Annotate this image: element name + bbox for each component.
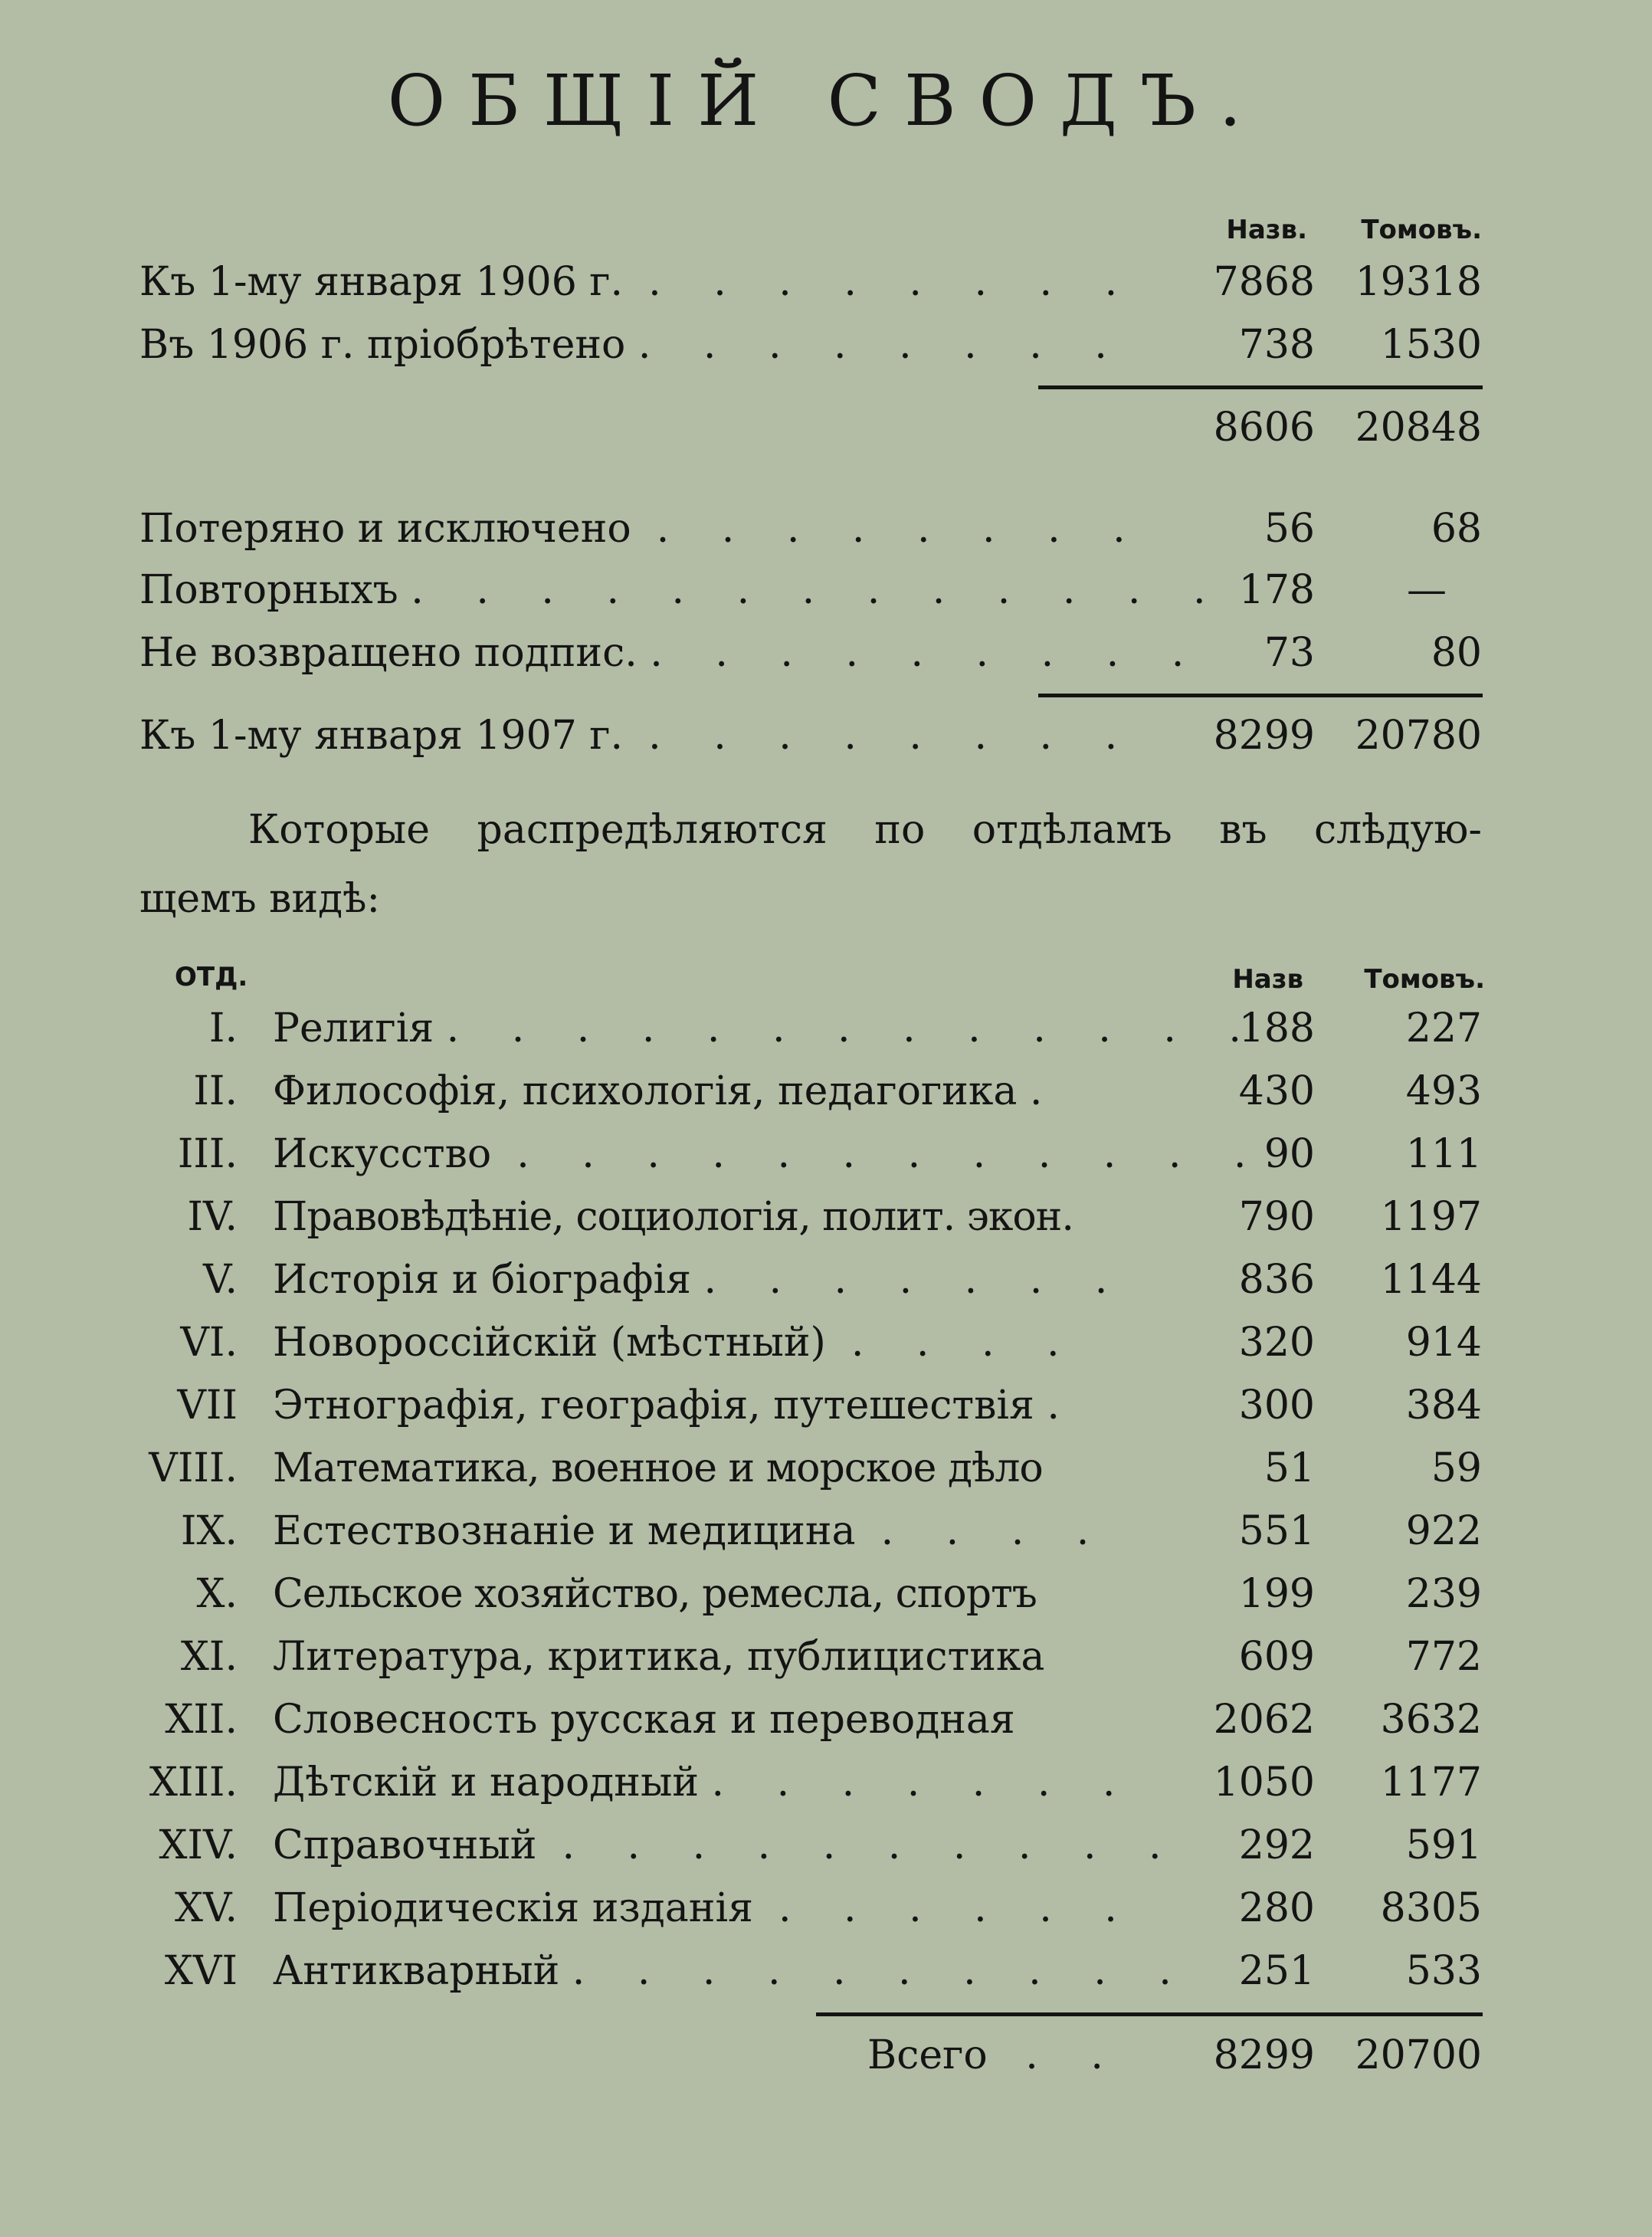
leader-dots: . . . . (880, 1508, 1110, 1554)
dept-label: Искусство (273, 1131, 492, 1177)
intro-line-2: щемъ видѣ: (139, 876, 381, 922)
page-title: ОБЩІЙ СВОДЪ. (387, 60, 1265, 142)
leader-dots: . . . . . . . . . . . . (516, 1131, 1267, 1177)
leader-dots: . . . . . . . . . . (562, 1822, 1182, 1868)
names-grand-total: 8299 (1213, 2032, 1315, 2078)
summary-row (0, 322, 1652, 376)
volumes-value: 111 (1405, 1131, 1482, 1177)
volumes-value: 533 (1405, 1948, 1482, 1994)
subtotal-rule (1038, 385, 1483, 389)
dept-label: Литература, критика, публицистика (273, 1634, 1045, 1680)
dept-label: Естествознаніе и медицина (273, 1508, 856, 1554)
dept-number: XIV. (159, 1822, 238, 1868)
intro-line-1: Которые распредѣляются по отдѣламъ въ слѣдую- (248, 807, 1482, 853)
dept-number: VI. (180, 1320, 238, 1366)
row-label: Повторныхъ (139, 567, 398, 613)
dept-row (0, 1822, 1652, 1876)
row-label: Къ 1-му января 1907 г. (139, 713, 624, 759)
dept-header-volumes: Томовъ. (1364, 964, 1485, 995)
volumes-value: 914 (1405, 1320, 1482, 1366)
volumes-value: 80 (1431, 630, 1482, 676)
dept-label: Словесность русская и переводная (273, 1697, 1015, 1743)
summary-header-volumes: Томовъ. (1361, 215, 1482, 245)
names-total: 8299 (1213, 713, 1315, 759)
dept-number: VII (177, 1383, 238, 1428)
volumes-value: 59 (1431, 1445, 1482, 1491)
volumes-value: 384 (1405, 1383, 1482, 1428)
leader-dots: . . (1025, 2032, 1123, 2078)
dept-row (0, 1760, 1652, 1813)
names-value: 90 (1264, 1131, 1315, 1177)
dept-number: XV. (174, 1885, 238, 1931)
leader-dots: . . . . . . . (711, 1760, 1136, 1806)
dept-number: IX. (180, 1508, 238, 1554)
deduction-row (0, 506, 1652, 559)
dept-row (0, 1697, 1652, 1750)
volumes-value: 227 (1405, 1005, 1482, 1051)
dept-header-number: ОТД. (175, 962, 248, 992)
volumes-value: 1144 (1380, 1257, 1482, 1303)
volumes-value: 1197 (1380, 1194, 1482, 1240)
names-subtotal: 8606 (1213, 405, 1315, 451)
leader-dots: . . . . . . . . (656, 506, 1146, 552)
names-value: 430 (1238, 1068, 1315, 1114)
dept-row (0, 1885, 1652, 1939)
volumes-grand-total: 20700 (1355, 2032, 1482, 2078)
leader-dots: . . . . . . . . . . (572, 1948, 1191, 1994)
names-value: 738 (1238, 322, 1315, 368)
volumes-subtotal: 20848 (1355, 405, 1482, 451)
dept-number: X. (196, 1571, 238, 1617)
volumes-value: 1177 (1380, 1760, 1482, 1806)
volumes-value: — (1407, 567, 1447, 613)
leader-dots: . . . . . . . . . . . . . (446, 1005, 1261, 1051)
leader-dots: . . . . . . . . (648, 713, 1138, 759)
dept-row (0, 1131, 1652, 1185)
dept-row (0, 1634, 1652, 1688)
names-value: 7868 (1213, 259, 1315, 305)
dept-label: Религія (273, 1005, 434, 1051)
dept-number: IV. (187, 1194, 238, 1240)
dept-row (0, 1445, 1652, 1499)
leader-dots: . . . . (851, 1320, 1080, 1366)
volumes-total: 20780 (1355, 713, 1482, 759)
dept-label: Философія, психологія, педагогика (273, 1068, 1018, 1114)
dept-label: Антикварный (273, 1948, 560, 1994)
leader-dots: . . . . . . . . (648, 259, 1138, 305)
dept-label: Исторія и біографія (273, 1257, 691, 1303)
names-value: 51 (1264, 1445, 1315, 1491)
dept-row (0, 1257, 1652, 1310)
names-value: 300 (1238, 1383, 1315, 1428)
names-value: 609 (1238, 1634, 1315, 1680)
names-value: 188 (1238, 1005, 1315, 1051)
grand-total-row (0, 2032, 1652, 2086)
row-label: Въ 1906 г. пріобрѣтено (139, 322, 626, 368)
dept-row (0, 1571, 1652, 1625)
volumes-value: 68 (1431, 506, 1482, 552)
dept-number: III. (177, 1131, 238, 1177)
dept-label: Этнографія, географія, путешествія (273, 1383, 1034, 1428)
volumes-value: 591 (1405, 1822, 1482, 1868)
grand-total-rule (816, 2012, 1483, 2016)
names-value: 551 (1238, 1508, 1315, 1554)
volumes-value: 1530 (1380, 322, 1482, 368)
dept-number: V. (203, 1257, 238, 1303)
summary-header-names: Назв. (1226, 215, 1307, 245)
dept-number: I. (208, 1005, 238, 1051)
volumes-value: 19318 (1355, 259, 1482, 305)
dept-row (0, 1948, 1652, 2002)
dept-row (0, 1005, 1652, 1059)
dept-number: XIII. (149, 1760, 238, 1806)
names-value: 178 (1238, 567, 1315, 613)
volumes-value: 239 (1405, 1571, 1482, 1617)
names-value: 1050 (1213, 1760, 1315, 1806)
names-value: 280 (1238, 1885, 1315, 1931)
dept-row (0, 1320, 1652, 1373)
leader-dots: . (1047, 1383, 1080, 1428)
dept-row (0, 1068, 1652, 1122)
dept-header-names: Назв (1232, 964, 1303, 995)
volumes-value: 3632 (1380, 1697, 1482, 1743)
intro-paragraph (139, 795, 1482, 933)
subtotal-row (0, 405, 1652, 458)
dept-number: XII. (165, 1697, 238, 1743)
dept-row (0, 1194, 1652, 1248)
names-value: 199 (1238, 1571, 1315, 1617)
leader-dots: . . . . . . . . . (650, 630, 1205, 676)
deduction-row (0, 630, 1652, 684)
leader-dots: . . . . . . . . (638, 322, 1127, 368)
names-value: 790 (1238, 1194, 1315, 1240)
names-value: 56 (1264, 506, 1315, 552)
volumes-value: 772 (1405, 1634, 1482, 1680)
dept-label: Періодическія изданія (273, 1885, 753, 1931)
names-value: 320 (1238, 1320, 1315, 1366)
leader-dots: . (1029, 1068, 1063, 1114)
dept-label: Справочный (273, 1822, 537, 1868)
dept-label: Математика, военное и морское дѣло (273, 1445, 1043, 1491)
names-value: 2062 (1213, 1697, 1315, 1743)
summary-row (0, 259, 1652, 313)
deduction-row (0, 567, 1652, 621)
grand-total-label: Всего (867, 2032, 988, 2078)
leader-dots: . . . . . . . (703, 1257, 1128, 1303)
dept-number: XI. (180, 1634, 238, 1680)
names-value: 73 (1264, 630, 1315, 676)
names-value: 251 (1238, 1948, 1315, 1994)
volumes-value: 493 (1405, 1068, 1482, 1114)
dept-label: Дѣтскій и народный (273, 1760, 700, 1806)
dept-number: II. (193, 1068, 238, 1114)
volumes-value: 922 (1405, 1508, 1482, 1554)
leader-dots: . . . . . . (778, 1885, 1137, 1931)
volumes-value: 8305 (1380, 1885, 1482, 1931)
leader-dots: . . . . . . . . . . . . . (411, 567, 1226, 613)
dept-number: VIII. (149, 1445, 238, 1491)
row-label: Потеряно и исключено (139, 506, 631, 552)
dept-number: XVI (164, 1948, 238, 1994)
row-label: Къ 1-му января 1906 г. (139, 259, 624, 305)
names-value: 836 (1238, 1257, 1315, 1303)
dept-label: Правовѣдѣніе, социологія, полит. экон. (273, 1194, 1073, 1240)
dept-row (0, 1508, 1652, 1562)
dept-row (0, 1383, 1652, 1436)
row-label: Не возвращено подпис. (139, 630, 638, 676)
dept-label: Новороссійскій (мѣстный) (273, 1320, 826, 1366)
names-value: 292 (1238, 1822, 1315, 1868)
total-row (0, 713, 1652, 766)
total-rule (1038, 694, 1483, 697)
dept-label: Сельское хозяйство, ремесла, спортъ (273, 1571, 1037, 1617)
